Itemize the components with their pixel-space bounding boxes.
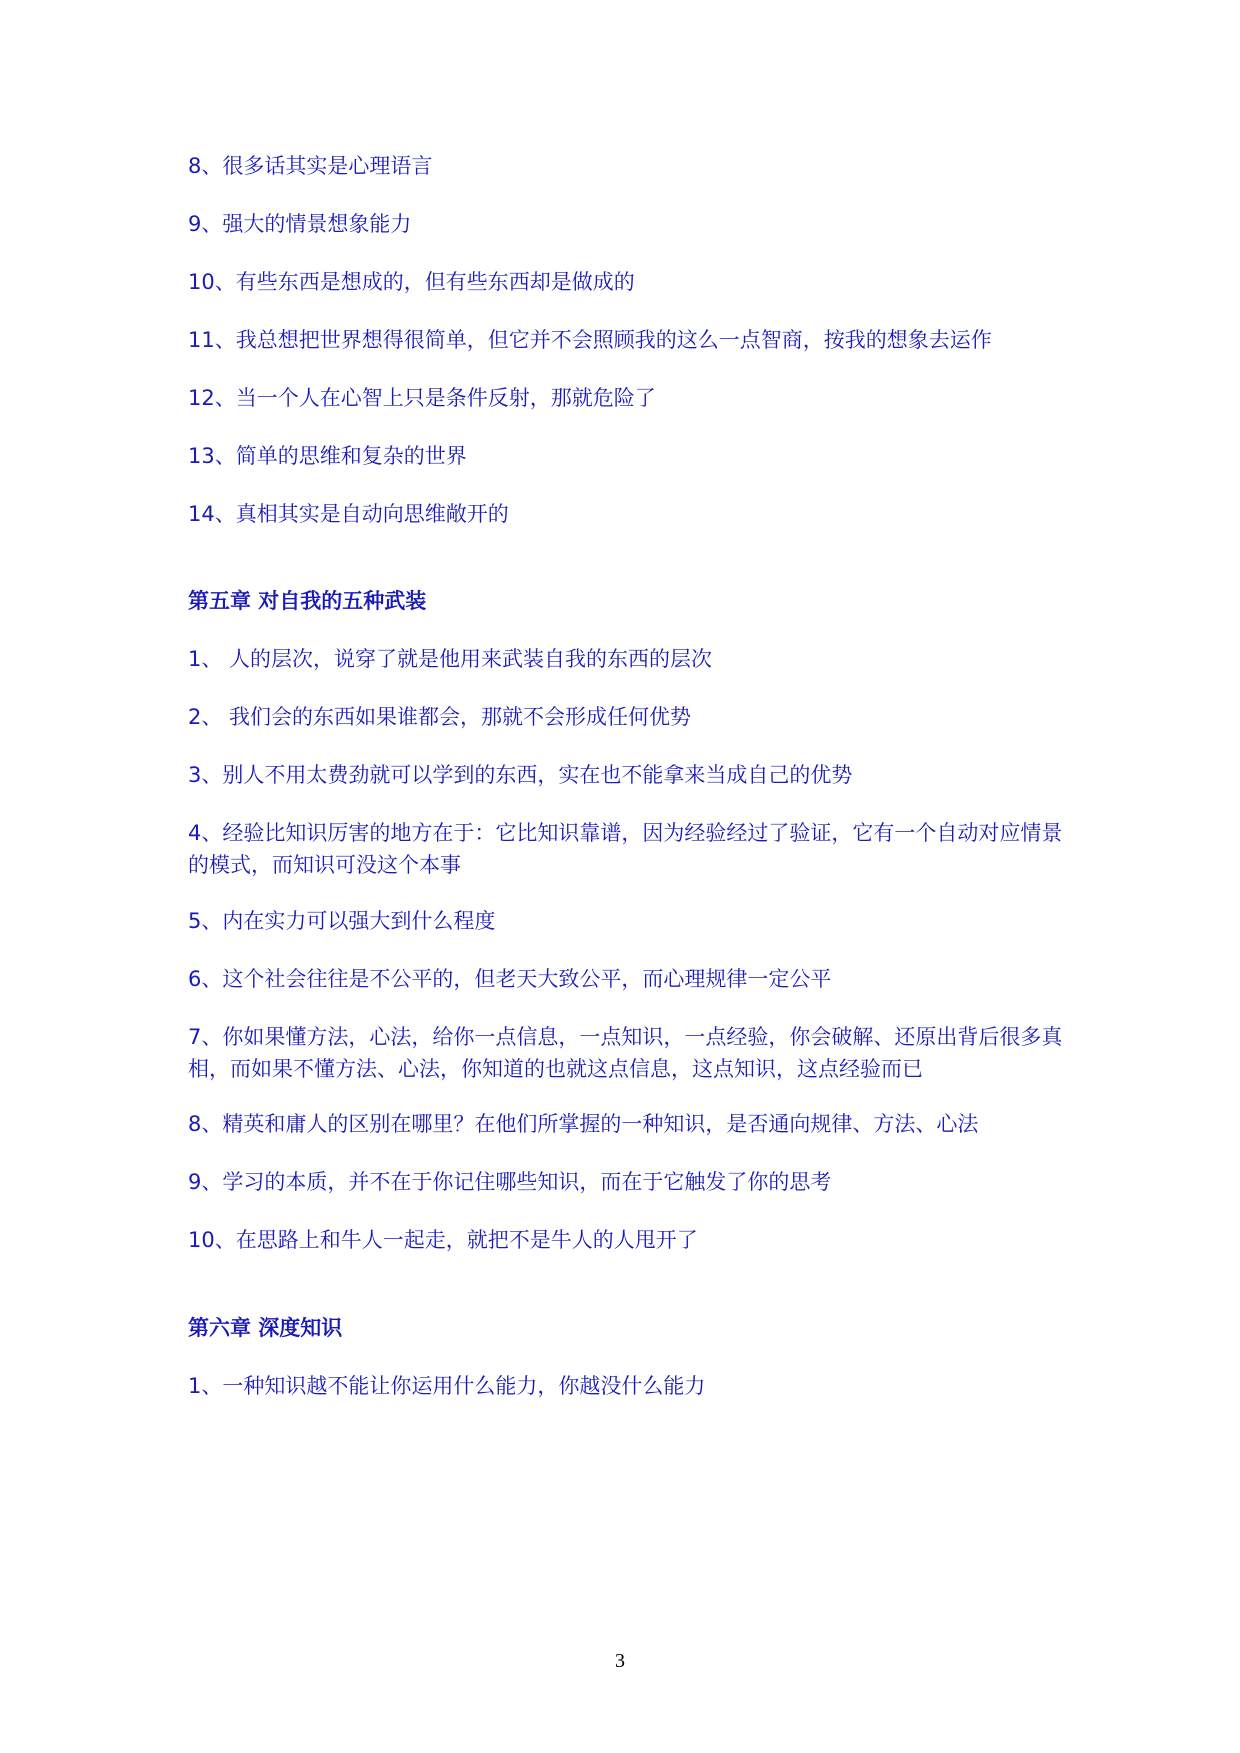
- list-item: 5、内在实力可以强大到什么程度: [188, 909, 496, 933]
- list-item: 4、经验比知识厉害的地方在于：它比知识靠谱，因为经验经过了验证，它有一个自动对应情景的模式，而知识可没这个本事: [188, 821, 1063, 877]
- list-item: 8、很多话其实是心理语言: [188, 154, 433, 178]
- list-item: 3、别人不用太费劲就可以学到的东西，实在也不能拿来当成自己的优势: [188, 763, 853, 787]
- list-item: 11、我总想把世界想得很简单，但它并不会照顾我的这么一点智商，按我的想象去运作: [188, 328, 992, 352]
- list-item: 14、真相其实是自动向思维敞开的: [188, 502, 509, 526]
- list-item: 9、学习的本质，并不在于你记住哪些知识，而在于它触发了你的思考: [188, 1170, 832, 1194]
- list-item: 7、你如果懂方法，心法，给你一点信息，一点知识，一点经验，你会破解、还原出背后很多真相，而如果不懂方法、心法，你知道的也就这点信息，这点知识，这点经验而已: [188, 1025, 1063, 1081]
- page-number: 3: [615, 1650, 625, 1672]
- list-item: 2、 我们会的东西如果谁都会，那就不会形成任何优势: [188, 705, 692, 729]
- list-item: 6、这个社会往往是不公平的，但老天大致公平，而心理规律一定公平: [188, 967, 832, 991]
- list-item: 10、在思路上和牛人一起走，就把不是牛人的人甩开了: [188, 1228, 698, 1252]
- list-item: 9、强大的情景想象能力: [188, 212, 412, 236]
- list-item: 12、当一个人在心智上只是条件反射，那就危险了: [188, 386, 656, 410]
- list-item: 10、有些东西是想成的，但有些东西却是做成的: [188, 270, 635, 294]
- chapter-heading: 第五章 对自我的五种武装: [188, 589, 427, 613]
- chapter-heading: 第六章 深度知识: [188, 1316, 343, 1340]
- list-item: 1、 人的层次，说穿了就是他用来武装自我的东西的层次: [188, 647, 713, 671]
- list-item: 8、精英和庸人的区别在哪里？在他们所掌握的一种知识，是否通向规律、方法、心法: [188, 1112, 979, 1136]
- list-item: 13、简单的思维和复杂的世界: [188, 444, 467, 468]
- list-item: 1、一种知识越不能让你运用什么能力，你越没什么能力: [188, 1374, 706, 1398]
